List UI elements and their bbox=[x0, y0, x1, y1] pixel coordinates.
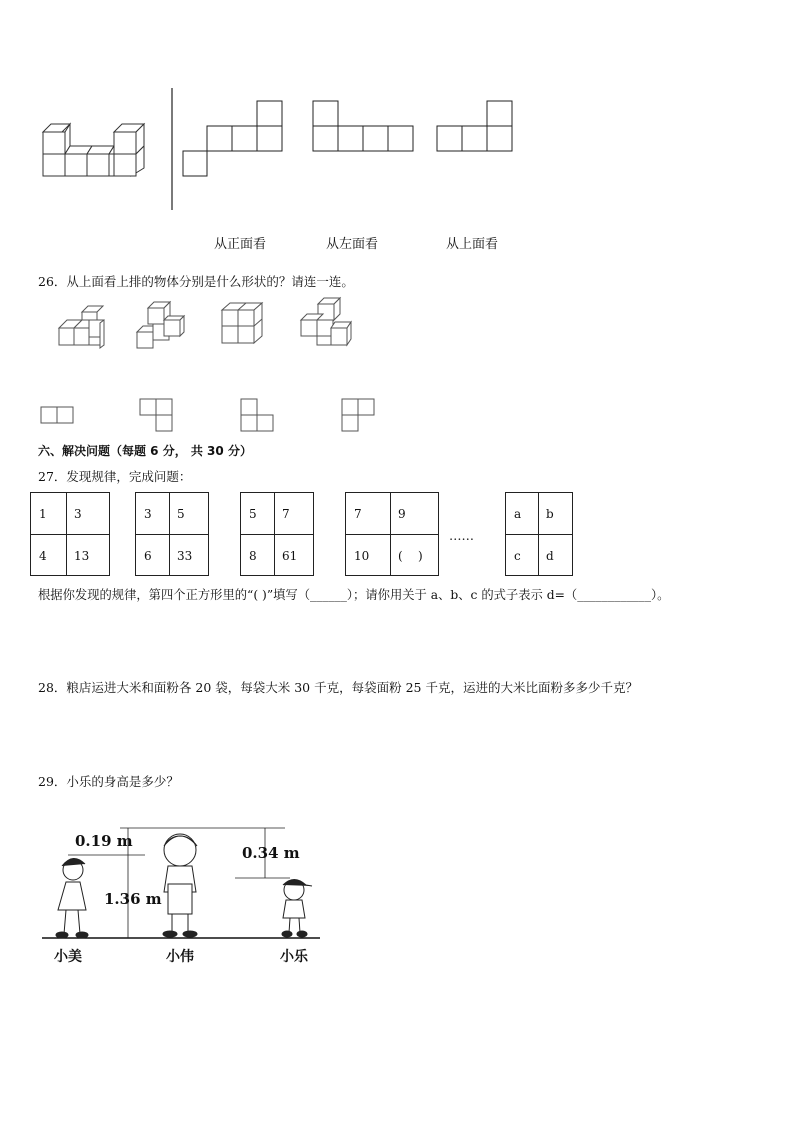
object-3-figure bbox=[219, 300, 279, 355]
square-cell-value: 9 bbox=[398, 507, 406, 521]
shape-option-2 bbox=[139, 398, 179, 438]
square-cell-value: 13 bbox=[74, 549, 90, 563]
question-29: 29．小乐的身高是多少？ bbox=[38, 774, 179, 789]
square-divider-horizontal bbox=[346, 534, 438, 535]
square-cell-value: 33 bbox=[177, 549, 193, 563]
square-cell-value: 8 bbox=[249, 549, 257, 563]
number-square bbox=[240, 492, 314, 576]
number-square bbox=[345, 492, 439, 576]
square-cell-value: 3 bbox=[144, 507, 152, 521]
square-cell-value: d bbox=[546, 549, 554, 563]
square-cell-value: 5 bbox=[249, 507, 257, 521]
square-cell-value: 6 bbox=[144, 549, 152, 563]
square-cell-value: 1 bbox=[39, 507, 47, 521]
number-square bbox=[505, 492, 573, 576]
square-divider-horizontal bbox=[506, 534, 572, 535]
number-square bbox=[135, 492, 209, 576]
measure-label-3: 0.34 m bbox=[242, 844, 300, 862]
square-cell-value: 5 bbox=[177, 507, 185, 521]
square-divider-horizontal bbox=[136, 534, 208, 535]
ellipsis: …… bbox=[449, 528, 474, 543]
front-view-grid bbox=[182, 100, 292, 180]
square-cell-value: 4 bbox=[39, 549, 47, 563]
section-heading: 六、解决问题（每题 6 分， 共 30 分） bbox=[38, 444, 252, 458]
square-cell-value: 7 bbox=[282, 507, 290, 521]
divider-line bbox=[171, 88, 175, 210]
square-cell-value: a bbox=[514, 507, 522, 521]
square-cell-value: 61 bbox=[282, 549, 298, 563]
shape-option-3 bbox=[240, 398, 280, 438]
question-28: 28．粮店运进大米和面粉各 20 袋，每袋大米 30 千克，每袋面粉 25 千克，运进的大米比面粉多多少千克？ bbox=[38, 680, 638, 695]
object-4-figure bbox=[298, 296, 358, 356]
square-divider-horizontal bbox=[31, 534, 109, 535]
left-view-grid bbox=[312, 100, 422, 155]
object-1-figure bbox=[56, 300, 116, 355]
square-cell-value: 10 bbox=[354, 549, 370, 563]
boy-tall-figure bbox=[163, 834, 197, 937]
measure-label-2: 1.36 m bbox=[104, 890, 162, 908]
cube-stack-3d-figure bbox=[40, 120, 170, 190]
view-label-front: 从正面看 bbox=[214, 237, 267, 252]
square-cell-value: 7 bbox=[354, 507, 362, 521]
name-label-girl: 小美 bbox=[54, 949, 82, 965]
shape-option-1 bbox=[40, 406, 80, 428]
square-cell-value: c bbox=[514, 549, 521, 563]
view-label-left: 从左面看 bbox=[326, 237, 379, 252]
top-view-grid bbox=[436, 100, 521, 155]
square-divider-horizontal bbox=[241, 534, 313, 535]
view-label-top: 从上面看 bbox=[446, 237, 499, 252]
object-2-figure bbox=[134, 298, 194, 358]
square-cell-value: ( ) bbox=[398, 549, 423, 563]
question-26: 26．从上面看上排的物体分别是什么形状的？请连一连。 bbox=[38, 274, 354, 289]
shape-option-4 bbox=[341, 398, 381, 438]
girl-figure bbox=[56, 858, 88, 938]
question-27: 27．发现规律，完成问题： bbox=[38, 469, 192, 484]
square-cell-value: 3 bbox=[74, 507, 82, 521]
name-label-tall-boy: 小伟 bbox=[166, 949, 194, 965]
question-27-answer-line: 根据你发现的规律，第四个正方形里的“( )”填写（______）；请你用关于 a、b、c 的式子表示 d=（____________）。 bbox=[38, 588, 670, 602]
measure-label-1: 0.19 m bbox=[75, 832, 133, 850]
square-cell-value: b bbox=[546, 507, 554, 521]
number-square bbox=[30, 492, 110, 576]
name-label-small-boy: 小乐 bbox=[280, 949, 308, 965]
boy-small-figure bbox=[282, 880, 312, 938]
